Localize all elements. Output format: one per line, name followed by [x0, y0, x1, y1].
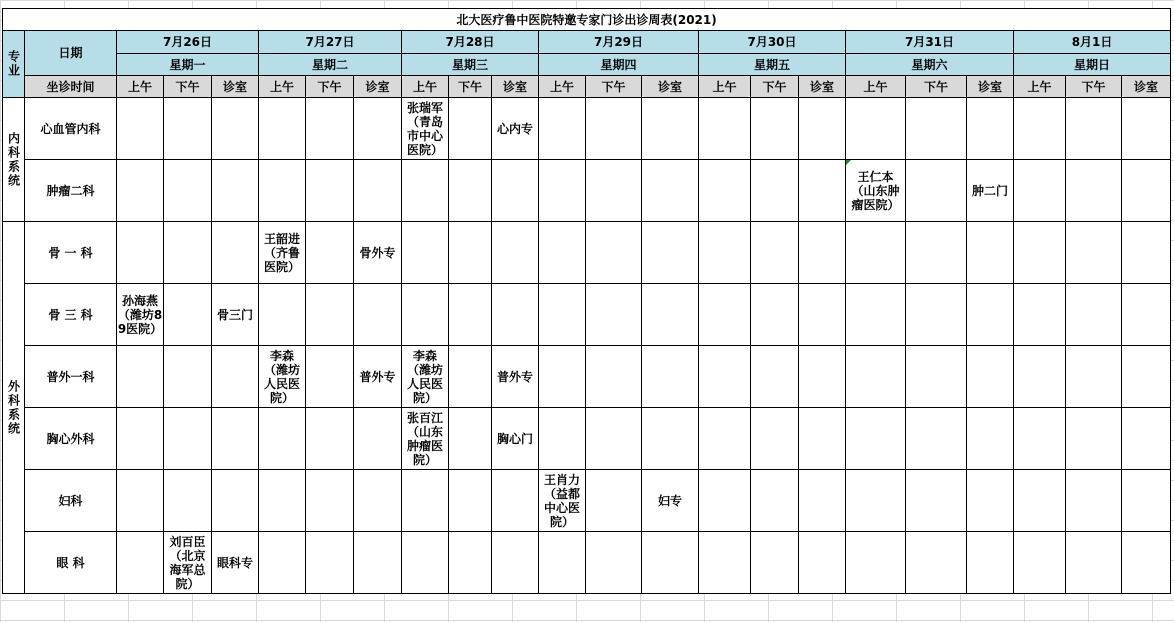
- pm-expert-cell: [449, 346, 492, 408]
- pm-expert-cell: [586, 160, 642, 222]
- am-expert-cell: [846, 284, 906, 346]
- room-cell: [642, 222, 699, 284]
- pm-expert-cell: [164, 284, 212, 346]
- pm-expert-cell: [586, 284, 642, 346]
- room-cell: [799, 532, 846, 594]
- pm-expert-cell: [586, 532, 642, 594]
- pm-expert-cell: [164, 160, 212, 222]
- weekday-header: 星期日: [1014, 54, 1171, 76]
- pm-expert-cell: [164, 470, 212, 532]
- department-name: 骨 三 科: [25, 284, 117, 346]
- department-name: 骨 一 科: [25, 222, 117, 284]
- pm-header: 下午: [449, 76, 492, 98]
- room-cell: 胸心门: [492, 408, 539, 470]
- room-cell: [967, 222, 1014, 284]
- am-expert-cell: [117, 408, 164, 470]
- am-expert-cell: [402, 470, 449, 532]
- room-cell: 普外专: [492, 346, 539, 408]
- pm-expert-cell: [164, 98, 212, 160]
- room-cell: [492, 284, 539, 346]
- pm-header: 下午: [751, 76, 799, 98]
- pm-expert-cell: [586, 98, 642, 160]
- pm-expert-cell: [1066, 346, 1122, 408]
- system-group-label: 外科系统: [3, 222, 25, 594]
- am-header: 上午: [1014, 76, 1066, 98]
- weekday-header: 星期四: [539, 54, 699, 76]
- pm-header: 下午: [1066, 76, 1122, 98]
- am-expert-cell: [1014, 532, 1066, 594]
- am-expert-cell: [699, 470, 751, 532]
- day-date-header: 7月30日: [699, 31, 846, 54]
- room-cell: [1122, 222, 1171, 284]
- am-expert-cell: [259, 160, 306, 222]
- am-expert-cell: [699, 284, 751, 346]
- room-cell: [799, 98, 846, 160]
- am-expert-cell: [1014, 160, 1066, 222]
- pm-expert-cell: [306, 98, 354, 160]
- pm-expert-cell: [306, 222, 354, 284]
- room-header: 诊室: [967, 76, 1014, 98]
- pm-expert-cell: [449, 470, 492, 532]
- pm-expert-cell: [449, 222, 492, 284]
- am-expert-cell: 王肖力（益都中心医院）: [539, 470, 586, 532]
- room-cell: [642, 532, 699, 594]
- room-cell: [967, 532, 1014, 594]
- am-expert-cell: [117, 160, 164, 222]
- pm-expert-cell: [751, 408, 799, 470]
- page-title: 北大医疗鲁中医院特邀专家门诊出诊周表(2021): [3, 9, 1171, 31]
- room-cell: [967, 284, 1014, 346]
- pm-expert-cell: [751, 470, 799, 532]
- am-expert-cell: [846, 532, 906, 594]
- am-expert-cell: [1014, 408, 1066, 470]
- room-cell: [642, 408, 699, 470]
- date-header-row: [3, 31, 1171, 54]
- pm-expert-cell: [306, 160, 354, 222]
- room-cell: [799, 284, 846, 346]
- department-row: [3, 222, 1171, 284]
- am-expert-cell: [699, 346, 751, 408]
- am-expert-cell: [259, 408, 306, 470]
- room-cell: [212, 222, 259, 284]
- room-header: 诊室: [212, 76, 259, 98]
- room-cell: [799, 160, 846, 222]
- room-header: 诊室: [492, 76, 539, 98]
- room-cell: [354, 532, 402, 594]
- room-cell: 肿二门: [967, 160, 1014, 222]
- room-cell: [799, 222, 846, 284]
- room-cell: [1122, 284, 1171, 346]
- day-date-header: 7月26日: [117, 31, 259, 54]
- pm-expert-cell: [449, 98, 492, 160]
- am-expert-cell: [259, 532, 306, 594]
- am-expert-cell: 李森（潍坊人民医院）: [259, 346, 306, 408]
- pm-expert-cell: [1066, 284, 1122, 346]
- am-header: 上午: [402, 76, 449, 98]
- room-cell: 心内专: [492, 98, 539, 160]
- pm-header: 下午: [586, 76, 642, 98]
- pm-expert-cell: [164, 222, 212, 284]
- am-header: 上午: [539, 76, 586, 98]
- pm-expert-cell: [751, 532, 799, 594]
- room-cell: [354, 470, 402, 532]
- pm-expert-cell: [306, 532, 354, 594]
- department-name: 胸心外科: [25, 408, 117, 470]
- pm-expert-cell: [449, 160, 492, 222]
- room-cell: [967, 346, 1014, 408]
- room-cell: [642, 346, 699, 408]
- room-cell: [492, 160, 539, 222]
- day-date-header: 8月1日: [1014, 31, 1171, 54]
- weekday-header: 星期五: [699, 54, 846, 76]
- room-cell: 眼科专: [212, 532, 259, 594]
- room-cell: [354, 408, 402, 470]
- room-cell: [492, 532, 539, 594]
- room-cell: [212, 160, 259, 222]
- weekday-header: 星期六: [846, 54, 1014, 76]
- room-cell: [642, 160, 699, 222]
- weekday-header-row: [3, 54, 1171, 76]
- pm-expert-cell: [1066, 160, 1122, 222]
- am-expert-cell: [699, 408, 751, 470]
- pm-expert-cell: [751, 284, 799, 346]
- department-row: [3, 98, 1171, 160]
- am-expert-cell: [539, 160, 586, 222]
- am-expert-cell: [117, 346, 164, 408]
- department-row: [3, 160, 1171, 222]
- pm-expert-cell: [1066, 222, 1122, 284]
- day-date-header: 7月29日: [539, 31, 699, 54]
- pm-expert-cell: [449, 532, 492, 594]
- am-expert-cell: [846, 408, 906, 470]
- department-row: [3, 470, 1171, 532]
- pm-expert-cell: [1066, 532, 1122, 594]
- room-cell: 妇专: [642, 470, 699, 532]
- pm-expert-cell: [906, 284, 967, 346]
- room-cell: [1122, 532, 1171, 594]
- am-expert-cell: [402, 160, 449, 222]
- room-cell: [1122, 470, 1171, 532]
- room-cell: [212, 346, 259, 408]
- pm-expert-cell: [306, 346, 354, 408]
- day-date-header: 7月28日: [402, 31, 539, 54]
- pm-expert-cell: [449, 284, 492, 346]
- am-expert-cell: [539, 284, 586, 346]
- session-header-row: [3, 76, 1171, 98]
- pm-expert-cell: [906, 408, 967, 470]
- pm-expert-cell: [906, 222, 967, 284]
- pm-expert-cell: [306, 408, 354, 470]
- am-expert-cell: [699, 532, 751, 594]
- pm-expert-cell: [1066, 470, 1122, 532]
- room-cell: [354, 160, 402, 222]
- am-expert-cell: [539, 222, 586, 284]
- department-name: 眼 科: [25, 532, 117, 594]
- pm-expert-cell: [306, 284, 354, 346]
- room-cell: [642, 98, 699, 160]
- am-expert-cell: [699, 222, 751, 284]
- am-expert-cell: 孙海燕（潍坊89医院）: [117, 284, 164, 346]
- session-time-header: 坐诊时间: [25, 76, 117, 98]
- room-cell: [1122, 346, 1171, 408]
- pm-expert-cell: [586, 222, 642, 284]
- weekday-header: 星期三: [402, 54, 539, 76]
- am-expert-cell: [846, 222, 906, 284]
- am-header: 上午: [699, 76, 751, 98]
- department-row: [3, 284, 1171, 346]
- am-expert-cell: [117, 222, 164, 284]
- room-header: 诊室: [642, 76, 699, 98]
- am-expert-cell: 张瑞军（青岛市中心医院）: [402, 98, 449, 160]
- am-expert-cell: [259, 284, 306, 346]
- room-cell: [212, 470, 259, 532]
- am-expert-cell: [1014, 222, 1066, 284]
- am-expert-cell: 王韶进（齐鲁医院）: [259, 222, 306, 284]
- pm-expert-cell: [906, 470, 967, 532]
- pm-expert-cell: [906, 160, 967, 222]
- am-expert-cell: [259, 98, 306, 160]
- room-cell: 骨外专: [354, 222, 402, 284]
- am-expert-cell: [402, 284, 449, 346]
- room-header: 诊室: [354, 76, 402, 98]
- pm-expert-cell: [164, 408, 212, 470]
- day-date-header: 7月27日: [259, 31, 402, 54]
- am-expert-cell: [539, 346, 586, 408]
- am-expert-cell: [539, 532, 586, 594]
- pm-expert-cell: [1066, 98, 1122, 160]
- pm-expert-cell: [906, 346, 967, 408]
- pm-expert-cell: 刘百臣（北京海军总院）: [164, 532, 212, 594]
- department-row: [3, 532, 1171, 594]
- room-cell: [967, 470, 1014, 532]
- room-cell: [799, 346, 846, 408]
- room-cell: [967, 98, 1014, 160]
- pm-expert-cell: [449, 408, 492, 470]
- am-expert-cell: [402, 222, 449, 284]
- pm-expert-cell: [586, 470, 642, 532]
- pm-expert-cell: [751, 160, 799, 222]
- pm-expert-cell: [586, 408, 642, 470]
- room-cell: [492, 222, 539, 284]
- room-cell: [799, 408, 846, 470]
- clinic-schedule-table: [2, 8, 1171, 594]
- pm-expert-cell: [906, 532, 967, 594]
- am-expert-cell: 张百江（山东肿瘤医院）: [402, 408, 449, 470]
- room-cell: [1122, 160, 1171, 222]
- am-expert-cell: [259, 470, 306, 532]
- weekday-header: 星期一: [117, 54, 259, 76]
- am-expert-cell: [846, 346, 906, 408]
- room-cell: [967, 408, 1014, 470]
- pm-expert-cell: [306, 470, 354, 532]
- am-expert-cell: [539, 98, 586, 160]
- day-date-header: 7月31日: [846, 31, 1014, 54]
- pm-expert-cell: [164, 346, 212, 408]
- room-header: 诊室: [799, 76, 846, 98]
- am-expert-cell: [1014, 470, 1066, 532]
- department-name: 普外一科: [25, 346, 117, 408]
- weekday-header: 星期二: [259, 54, 402, 76]
- am-expert-cell: [1014, 284, 1066, 346]
- am-header: 上午: [259, 76, 306, 98]
- room-cell: [354, 284, 402, 346]
- room-cell: [1122, 408, 1171, 470]
- specialty-header: 专业: [3, 31, 25, 98]
- am-header: 上午: [117, 76, 164, 98]
- date-header: 日期: [25, 31, 117, 76]
- am-expert-cell: [117, 470, 164, 532]
- pm-header: 下午: [164, 76, 212, 98]
- room-cell: 普外专: [354, 346, 402, 408]
- pm-header: 下午: [906, 76, 967, 98]
- room-cell: [212, 408, 259, 470]
- department-name: 心血管内科: [25, 98, 117, 160]
- system-group-label: 内科系统: [3, 98, 25, 222]
- pm-expert-cell: [906, 98, 967, 160]
- am-expert-cell: [1014, 346, 1066, 408]
- department-row: [3, 346, 1171, 408]
- room-cell: [799, 470, 846, 532]
- am-expert-cell: [699, 98, 751, 160]
- pm-expert-cell: [751, 98, 799, 160]
- am-expert-cell: 王仁本（山东肿瘤医院）: [846, 160, 906, 222]
- room-cell: [492, 470, 539, 532]
- am-expert-cell: [1014, 98, 1066, 160]
- am-expert-cell: [539, 408, 586, 470]
- am-expert-cell: [117, 98, 164, 160]
- pm-expert-cell: [751, 222, 799, 284]
- room-header: 诊室: [1122, 76, 1171, 98]
- pm-expert-cell: [1066, 408, 1122, 470]
- am-expert-cell: [846, 98, 906, 160]
- am-expert-cell: [699, 160, 751, 222]
- am-expert-cell: [117, 532, 164, 594]
- department-name: 肿瘤二科: [25, 160, 117, 222]
- room-cell: [354, 98, 402, 160]
- am-expert-cell: [402, 532, 449, 594]
- room-cell: [212, 98, 259, 160]
- room-cell: [642, 284, 699, 346]
- room-cell: [1122, 98, 1171, 160]
- am-expert-cell: 李森（潍坊人民医院）: [402, 346, 449, 408]
- am-expert-cell: [846, 470, 906, 532]
- pm-header: 下午: [306, 76, 354, 98]
- department-name: 妇科: [25, 470, 117, 532]
- pm-expert-cell: [586, 346, 642, 408]
- am-header: 上午: [846, 76, 906, 98]
- pm-expert-cell: [751, 346, 799, 408]
- room-cell: 骨三门: [212, 284, 259, 346]
- department-row: [3, 408, 1171, 470]
